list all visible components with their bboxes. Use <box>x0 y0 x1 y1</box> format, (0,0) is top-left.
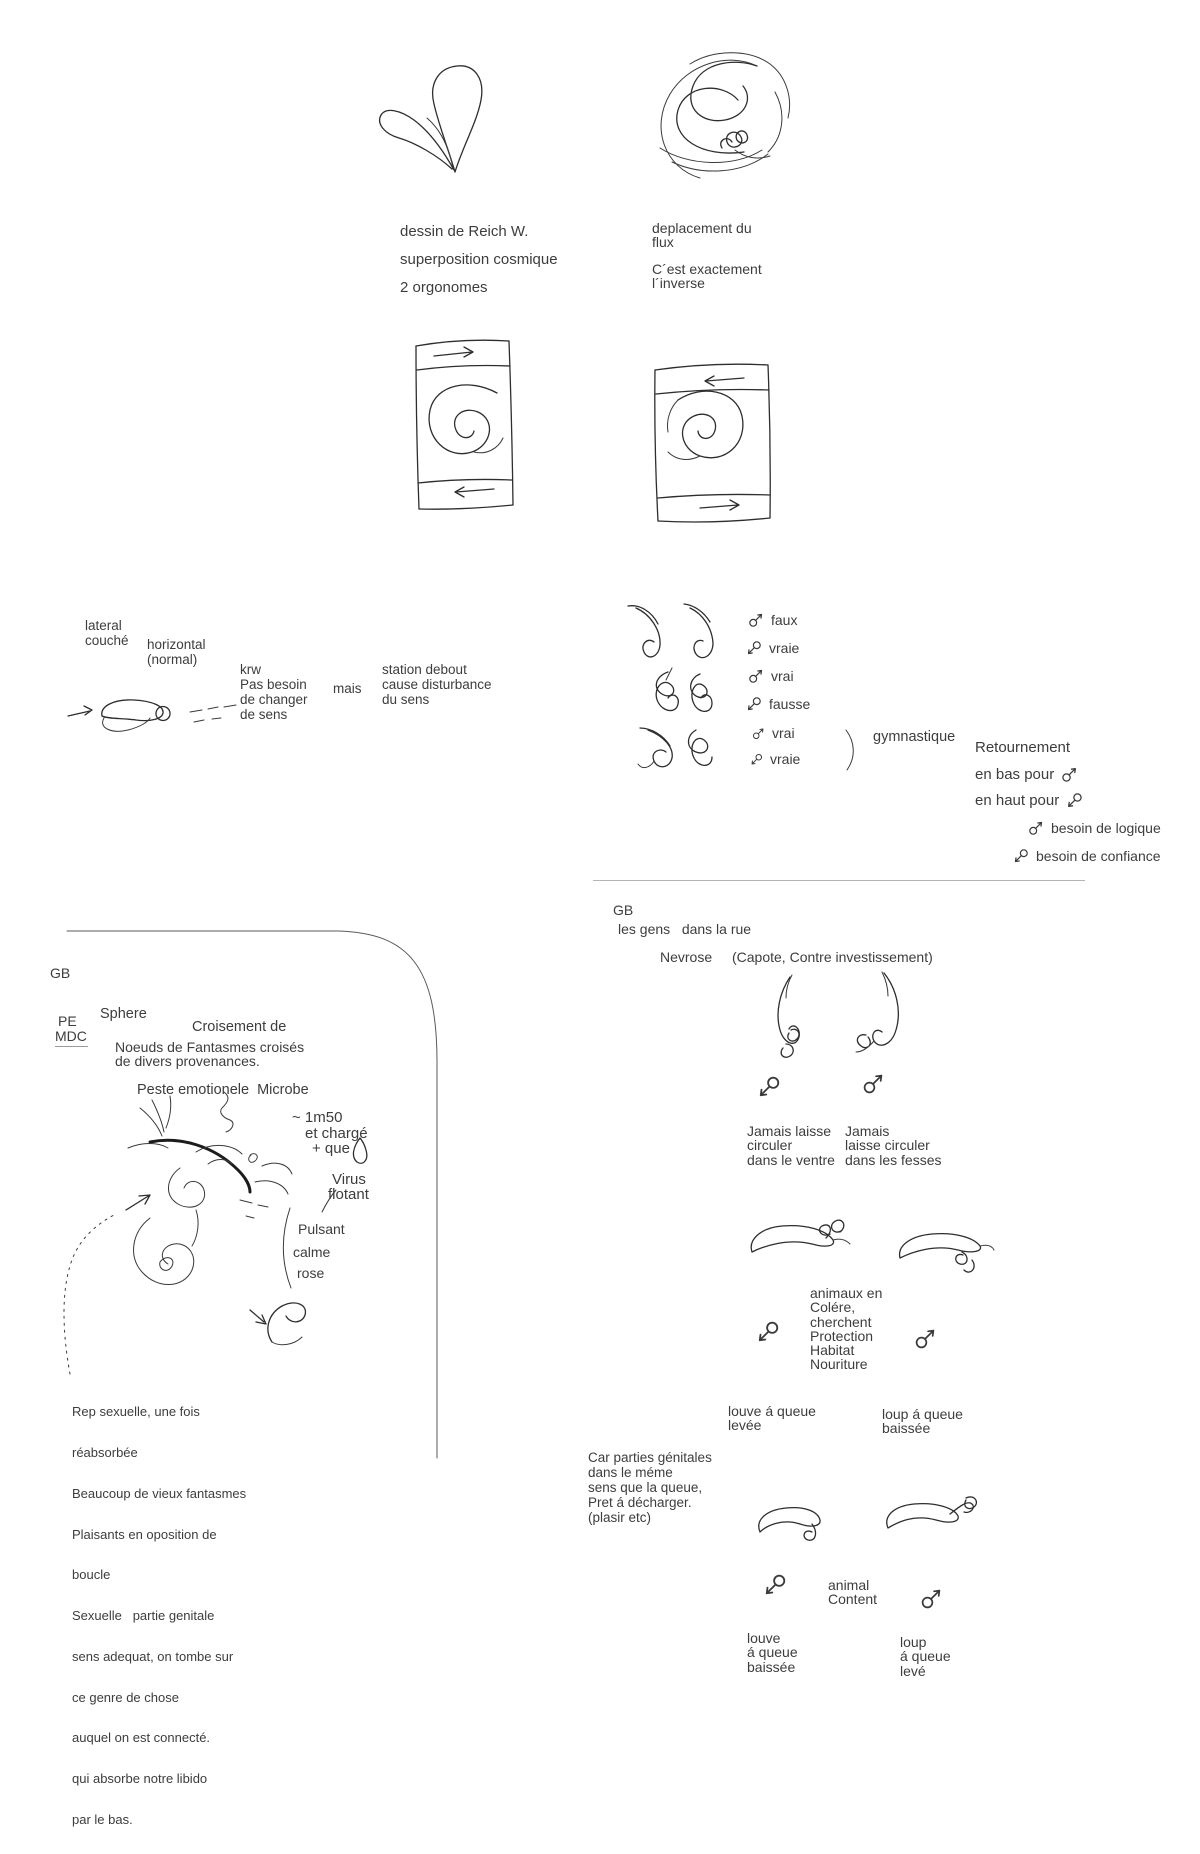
text-line: Jamais laisse <box>747 1123 832 1139</box>
female-symbol-icon <box>763 1573 787 1602</box>
truth-label: vrai <box>772 725 795 741</box>
female-symbol-icon <box>1013 848 1029 864</box>
truth-label: vraie <box>770 751 801 767</box>
label-plus-que: + que <box>312 1140 350 1157</box>
text-line: Protection <box>810 1327 874 1344</box>
label-lateral: lateral <box>85 618 122 633</box>
label-peste-microbe: Peste emotionele Microbe <box>137 1082 309 1098</box>
male-symbol-icon <box>748 668 764 684</box>
text-line: dans les fesses <box>845 1151 942 1168</box>
loup-tail-down-sketch <box>900 1234 994 1272</box>
label-normal: (normal) <box>147 652 198 667</box>
loup-baissee-label <box>882 1407 963 1436</box>
female-symbol-icon <box>1066 792 1083 809</box>
pulsant-arc <box>283 1208 291 1288</box>
retournement-en-haut <box>975 792 1083 809</box>
hanging-orgonome-left-sketch <box>778 975 799 1057</box>
truth-row <box>746 640 799 656</box>
jamais-fesses-block <box>845 1124 942 1167</box>
text-line: louve á queue <box>728 1403 816 1419</box>
label-1m50: ~ 1m50 <box>292 1109 343 1126</box>
text-line: sens adequat, on tombe sur <box>72 1648 234 1664</box>
label-en-bas: en bas pour <box>975 765 1055 783</box>
microbe-scribble-sketch <box>128 1092 292 1285</box>
label-mdc: MDC <box>55 1028 87 1044</box>
label-rose: rose <box>297 1265 325 1281</box>
text-line: circuler <box>747 1137 793 1154</box>
retournement-en-bas <box>975 766 1078 783</box>
label-de-sens: de sens <box>240 707 288 722</box>
label-couche: couché <box>85 633 129 648</box>
label-gb-left: GB <box>50 965 71 981</box>
arrow-left-icon <box>455 487 494 497</box>
female-symbol-icon <box>757 1075 781 1104</box>
louve-baissee-label <box>747 1631 798 1674</box>
text-line: animal <box>828 1577 870 1593</box>
label-gymnastique: gymnastique <box>873 729 956 745</box>
text-line: Colére, <box>810 1299 856 1316</box>
text-line: par le bas. <box>72 1812 133 1827</box>
text-line: Car parties génitales <box>588 1450 712 1465</box>
text-line: baissée <box>882 1420 931 1437</box>
rep-sexuelle-block <box>72 1378 246 1854</box>
text-line: baissée <box>747 1658 796 1675</box>
orgonome-pair-row2-sketch <box>656 668 712 711</box>
jamais-ventre-block <box>747 1124 835 1167</box>
text-line: laisse circuler <box>845 1137 930 1154</box>
label-provenances: de divers provenances. <box>115 1053 260 1069</box>
caption-reich: dessin de Reich W. <box>400 223 529 240</box>
hanging-orgonome-right-sketch <box>856 972 898 1052</box>
loup-tail-up-sketch <box>887 1497 977 1528</box>
label-station: station debout <box>382 662 467 677</box>
label-besoin-confiance: besoin de confiance <box>1036 847 1161 864</box>
truth-row <box>750 752 800 766</box>
text-line: Nouriture <box>810 1356 868 1373</box>
label-krw: krw <box>240 662 261 677</box>
text-line: animaux en <box>810 1285 883 1301</box>
label-croisement: Croisement de <box>192 1019 287 1035</box>
text-line: Habitat <box>810 1342 855 1359</box>
label-pas-besoin: Pas besoin <box>240 677 307 692</box>
text-line: louve <box>747 1630 781 1646</box>
caption-superposition: superposition cosmique <box>400 251 558 268</box>
text-line: réabsorbée <box>72 1444 138 1460</box>
text-line: loup <box>900 1634 927 1650</box>
mdc-underline <box>55 1046 88 1047</box>
male-symbol-icon <box>1061 766 1078 783</box>
label-nevrose: Nevrose <box>660 949 713 965</box>
arrow-left-icon <box>705 376 744 386</box>
panel-spiral-right-flow <box>416 340 513 509</box>
animal-content-label <box>828 1578 877 1607</box>
label-du-sens: du sens <box>382 692 430 707</box>
label-flotant: flotant <box>328 1186 369 1203</box>
text-line: loup á queue <box>882 1406 963 1422</box>
louve-tail-up-sketch <box>751 1220 850 1252</box>
label-retournement: Retournement <box>975 739 1071 756</box>
truth-label: vraie <box>769 639 800 656</box>
louve-tail-down-sketch <box>759 1508 820 1541</box>
truth-row <box>748 668 794 684</box>
text-line: Jamais <box>845 1123 890 1139</box>
besoin-logique-row <box>1028 820 1161 836</box>
label-pe: PE <box>58 1013 77 1029</box>
truth-row <box>752 726 795 740</box>
section-divider <box>593 880 1085 881</box>
female-symbol-icon <box>756 1320 780 1349</box>
arrow-right-icon <box>434 347 473 357</box>
label-de-changer: de changer <box>240 692 308 707</box>
text-line: ce genre de chose <box>72 1689 179 1705</box>
female-symbol-icon <box>746 696 762 712</box>
text-line: dans le méme <box>588 1465 673 1480</box>
caption-inverse: l´inverse <box>652 275 705 291</box>
label-virus: Virus <box>332 1171 366 1188</box>
text-line: sens que la queue, <box>588 1480 703 1495</box>
male-symbol-icon <box>748 612 764 628</box>
truth-row <box>746 696 810 712</box>
label-les-gens: les gens dans la rue <box>618 921 752 937</box>
text-line: dans le ventre <box>747 1151 835 1168</box>
female-symbol-icon <box>750 753 763 766</box>
orgonome-pair-row3-sketch <box>638 728 712 768</box>
text-line: á queue <box>900 1648 951 1665</box>
small-orgonome-arrow-sketch <box>250 1303 305 1345</box>
panel-spiral-left-flow <box>655 364 770 522</box>
caption-deplacement: deplacement du <box>652 220 752 236</box>
label-gb-street: GB <box>613 902 634 918</box>
text-line: Rep sexuelle, une fois <box>72 1404 200 1420</box>
animaux-block <box>810 1286 882 1372</box>
dotted-leader-arrow <box>64 1195 150 1374</box>
text-line: Beaucoup de vieux fantasmes <box>72 1485 247 1501</box>
label-mais: mais <box>333 681 362 696</box>
male-symbol-icon <box>914 1327 937 1355</box>
caption-flux: flux <box>652 234 674 250</box>
brace-paren-sketch <box>846 730 853 770</box>
label-noeuds: Noeuds de Fantasmes croisés <box>115 1039 305 1055</box>
text-line: Plaisants en oposition de <box>72 1526 217 1542</box>
truth-label: faux <box>771 611 798 628</box>
male-symbol-icon <box>862 1072 885 1100</box>
truth-row <box>748 612 797 628</box>
truth-label: fausse <box>769 695 811 712</box>
two-orgonomes-sketch <box>380 66 482 172</box>
label-et-charge: et chargé <box>305 1125 368 1142</box>
male-symbol-icon <box>752 727 765 740</box>
orgonome-pair-row1-sketch <box>628 604 713 658</box>
label-horizontal: horizontal <box>147 637 206 652</box>
text-line: á queue <box>747 1644 798 1661</box>
caption-orgonomes: 2 orgonomes <box>400 279 488 296</box>
text-line: levé <box>900 1662 926 1679</box>
text-line: Pret á décharger. <box>588 1495 692 1510</box>
text-line: Sexuelle partie genitale <box>72 1608 215 1624</box>
text-line: Content <box>828 1591 878 1608</box>
label-pulsant: Pulsant <box>298 1221 345 1237</box>
text-line: cherchent <box>810 1313 872 1330</box>
flux-scribble-sketch <box>660 53 790 178</box>
louve-levee-label <box>728 1404 816 1433</box>
arrow-right-icon <box>700 500 739 510</box>
label-disturbance: cause disturbance <box>382 677 492 692</box>
label-capote: (Capote, Contre investissement) <box>732 949 933 965</box>
besoin-confiance-row <box>1013 848 1161 864</box>
text-line: qui absorbe notre libido <box>72 1771 208 1787</box>
caption-exactement: C´est exactement <box>652 261 762 277</box>
text-line: auquel on est connecté. <box>72 1730 211 1746</box>
label-calme: calme <box>293 1244 331 1260</box>
text-line: (plasir etc) <box>588 1510 652 1525</box>
text-line: levée <box>728 1417 762 1434</box>
truth-label: vrai <box>771 667 794 684</box>
female-symbol-icon <box>746 640 762 656</box>
label-en-haut: en haut pour <box>975 791 1060 809</box>
text-line: boucle <box>72 1567 111 1583</box>
label-besoin-logique: besoin de logique <box>1051 819 1161 836</box>
car-parties-block <box>588 1450 712 1525</box>
label-sphere: Sphere <box>100 1006 147 1022</box>
loup-leve-label <box>900 1635 951 1678</box>
male-symbol-icon <box>920 1587 943 1615</box>
lying-orgonome-sketch <box>68 700 236 731</box>
male-symbol-icon <box>1028 820 1044 836</box>
